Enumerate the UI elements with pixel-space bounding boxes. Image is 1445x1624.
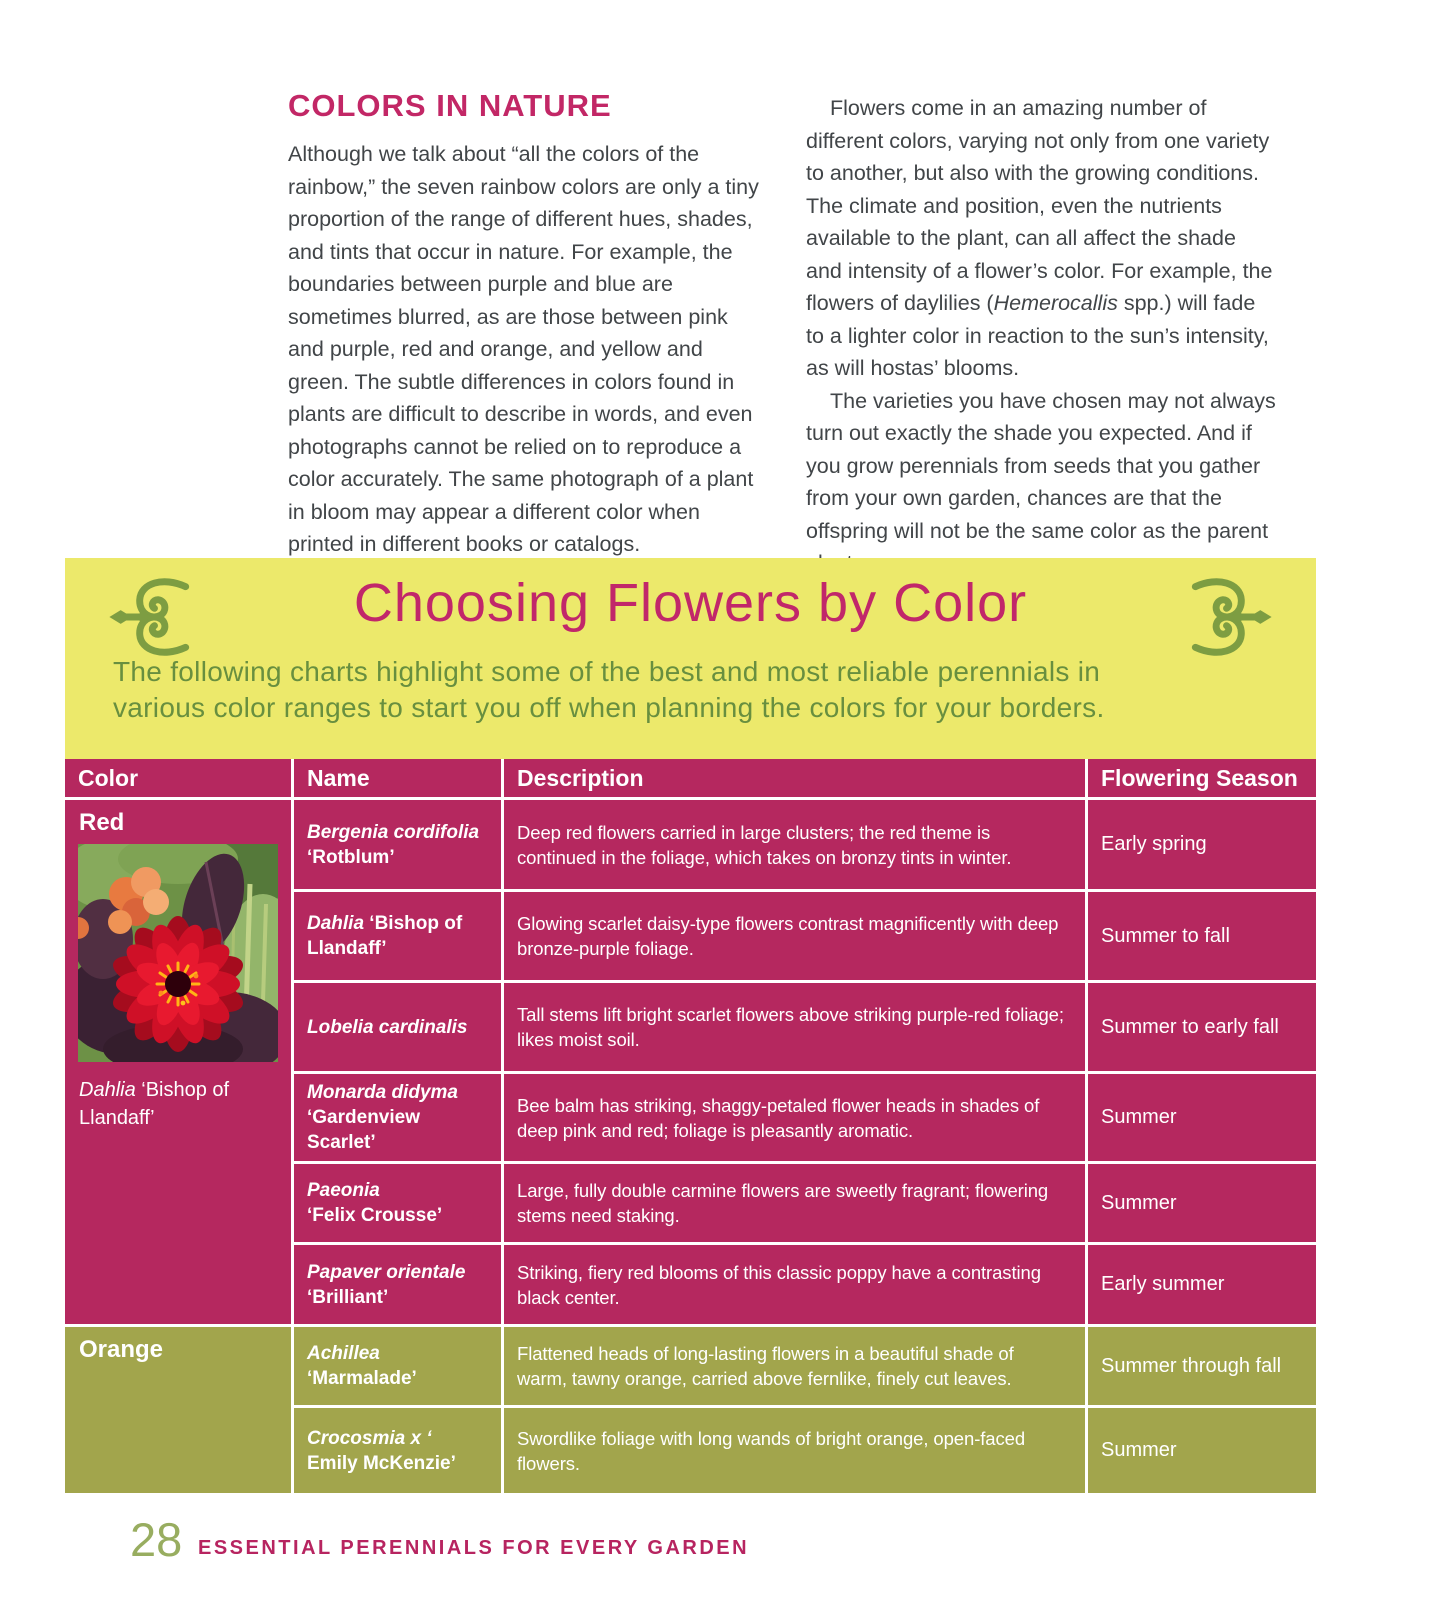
table-row-season: Summer — [1088, 1074, 1316, 1161]
banner-subtitle — [113, 654, 1273, 726]
caption-cultivar: ‘Bishop of Llandaff’ — [79, 1079, 230, 1129]
table-row-season: Summer through fall — [1088, 1327, 1316, 1405]
paragraph-text: Flowers come in an amazing number of different colors, varying not only from one variety to another, but also with the growing conditions. The climate and position, even the nutrients available to the plant, can all affect the shade and intensity of a flower’s color. For example, the flowers of daylilies ( — [806, 96, 1273, 315]
table-row-season: Summer — [1088, 1408, 1316, 1493]
plant-cultivar: ‘Brilliant’ — [307, 1286, 389, 1308]
plant-genus: Lobelia cardinalis — [307, 1016, 468, 1038]
table-row-name — [294, 1164, 501, 1242]
description-text: Swordlike foliage with long wands of bright orange, open-faced flowers. — [517, 1427, 1026, 1474]
paragraph-text: spp.) will fade to a lighter color in reaction to the sun’s intensity, as will hostas’ blooms. — [806, 291, 1269, 380]
color-group-label: Red — [79, 809, 125, 836]
plant-genus: Achillea — [307, 1343, 380, 1364]
choosing-flowers-banner — [65, 558, 1316, 759]
table-row-name — [294, 892, 501, 980]
plant-genus: Bergenia cordifolia — [307, 821, 480, 843]
flower-color-table — [65, 759, 1316, 1493]
description-text: Striking, fiery red blooms of this classic poppy have a contrasting black center. — [517, 1261, 1041, 1308]
section-heading: COLORS IN NATURE — [288, 88, 612, 123]
banner-subtitle-line1: The following charts highlight some of the best and most reliable perennials in — [113, 656, 1101, 687]
table-row-description — [504, 1074, 1085, 1161]
article-right-column — [806, 92, 1276, 580]
description-text: Large, fully double carmine flowers are sweetly fragrant; flowering stems need staking. — [517, 1180, 1049, 1226]
description-text: Tall stems lift bright scarlet flowers above striking purple-red foliage; likes moist soil. — [517, 1004, 1064, 1050]
article-left-column — [288, 88, 760, 561]
description-text: Flattened heads of long-lasting flowers in a beautiful shade of warm, tawny orange, carried above fernlike, finely cut leaves. — [517, 1343, 1014, 1389]
table-row-name — [294, 1245, 501, 1324]
plant-genus: Crocosmia x ‘ — [307, 1427, 432, 1449]
table-row-description — [504, 1408, 1085, 1493]
description-text: Deep red flowers carried in large clusters; the red theme is continued in the foliage, which takes on bronzy tints in winter. — [517, 821, 1012, 868]
table-row-description — [504, 1164, 1085, 1242]
dahlia-photo — [78, 844, 278, 1062]
plant-cultivar: ‘Rotblum’ — [307, 846, 395, 868]
plant-genus: Paeonia — [307, 1180, 380, 1201]
plant-genus: Monarda didyma — [307, 1082, 458, 1103]
table-row-name — [294, 983, 501, 1071]
column-header-color: Color — [65, 759, 291, 797]
description-text: Glowing scarlet daisy-type flowers contrast magnificently with deep bronze-purple foliage. — [517, 913, 1059, 959]
plant-cultivar: ‘Gardenview Scarlet’ — [307, 1107, 420, 1153]
column-header-description: Description — [504, 759, 1085, 797]
table-row-description — [504, 983, 1085, 1071]
table-row-season: Early summer — [1088, 1245, 1316, 1324]
table-row-name — [294, 1327, 501, 1405]
color-group-orange — [65, 1327, 291, 1493]
table-row-name — [294, 1408, 501, 1493]
plant-genus: Dahlia — [307, 913, 365, 934]
caption-genus: Dahlia — [79, 1079, 136, 1101]
column-header-name: Name — [294, 759, 501, 797]
table-row-description — [504, 800, 1085, 889]
description-text: Bee balm has striking, shaggy-petaled flower heads in shades of deep pink and red; foliage is pleasantly aromatic. — [517, 1094, 1040, 1141]
table-row-name — [294, 800, 501, 889]
table-row-description — [504, 892, 1085, 980]
right-paragraph-1 — [806, 92, 1276, 385]
color-group-label: Orange — [79, 1336, 164, 1363]
table-row-description — [504, 1245, 1085, 1324]
table-row-season: Summer — [1088, 1164, 1316, 1242]
plant-genus: Papaver orientale — [307, 1261, 466, 1283]
plant-cultivar: Emily McKenzie’ — [307, 1452, 456, 1474]
right-paragraph-2: The varieties you have chosen may not always turn out exactly the shade you expected. And if you grow perennials from seeds that you gather from your own garden, chances are that the offspring will not be the same color as the parent — [806, 388, 1276, 543]
banner-title: Choosing Flowers by Color — [353, 573, 1028, 633]
table-row-season: Summer to fall — [1088, 892, 1316, 980]
banner-subtitle-line2: various color ranges to start you off when planning the colors for your borders. — [113, 692, 1105, 723]
footer-book-title: ESSENTIAL PERENNIALS FOR EVERY GARDEN — [198, 1537, 750, 1559]
table-row-name — [294, 1074, 501, 1161]
latin-name-italic: Hemerocallis — [993, 291, 1118, 315]
table-row-season: Early spring — [1088, 800, 1316, 889]
plant-cultivar: ‘Marmalade’ — [307, 1368, 417, 1389]
plant-cultivar: ‘Bishop of Llandaff’ — [307, 913, 463, 959]
photo-caption — [79, 1076, 264, 1132]
table-row-season: Summer to early fall — [1088, 983, 1316, 1071]
table-row-description — [504, 1327, 1085, 1405]
plant-cultivar: ‘Felix Crousse’ — [307, 1205, 443, 1226]
page-number: 28 — [130, 1513, 183, 1566]
left-paragraph: Although we talk about “all the colors of the rainbow,” the seven rainbow colors are only a tiny proportion of the range of different hues, shades, and tints that occur in nature. For example, the boundaries between purple and blue are sometimes blurred, as are those between pink and purple, red and orange, and yellow and green. The subtle differences in colors found in plants are difficult to describe in words, and even photographs cannot be relied on to reproduce a color accurately. The same photograph of a plant in bloom may appear a different color when printed in different books or catalogs. — [288, 142, 759, 556]
color-group-red — [65, 800, 291, 1324]
column-header-season: Flowering Season — [1088, 759, 1316, 797]
